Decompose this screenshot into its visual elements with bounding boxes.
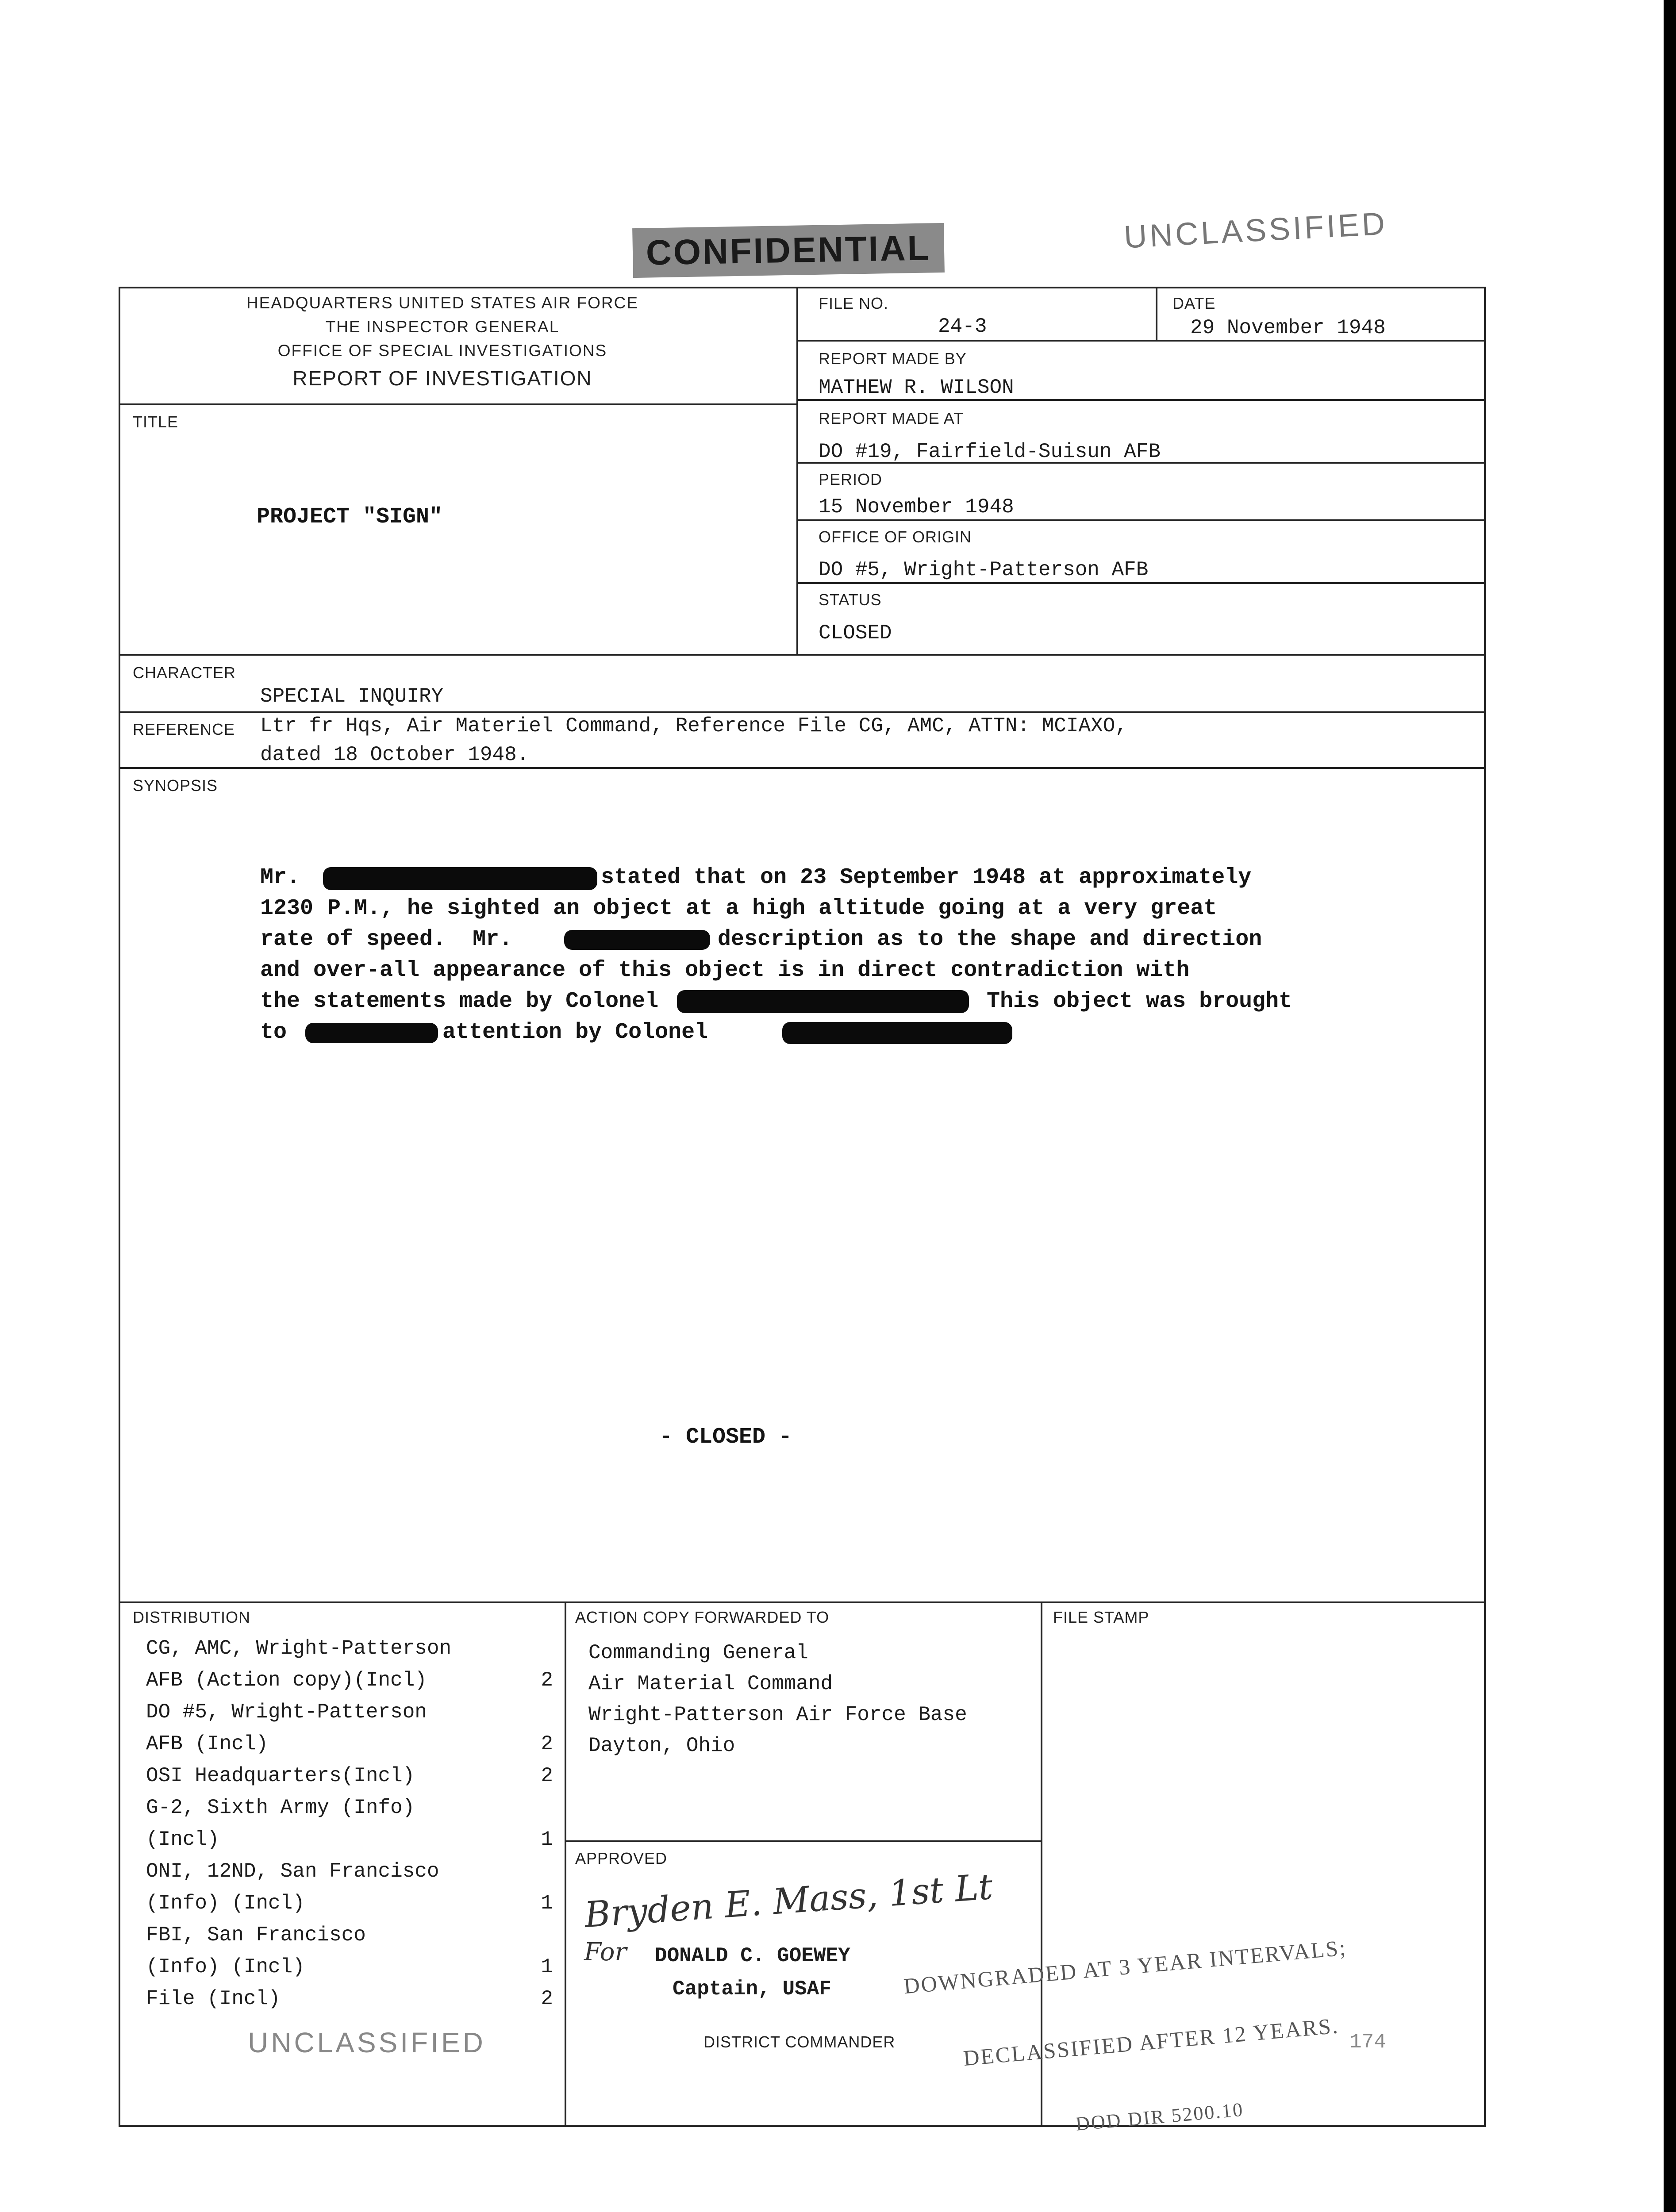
header-osi: OFFICE OF SPECIAL INVESTIGATIONS — [277, 342, 607, 360]
distribution-line: (Incl) 1 — [146, 1828, 553, 1851]
rule-character-bottom — [119, 711, 1486, 713]
classification-stamp — [632, 223, 944, 278]
distribution-line: File (Incl) 2 — [146, 1987, 553, 2010]
header-report: REPORT OF INVESTIGATION — [292, 367, 592, 390]
synopsis-line-1b: stated that on 23 September 1948 at approximately — [601, 865, 1252, 890]
action-copy-label: ACTION COPY FORWARDED TO — [575, 1608, 830, 1626]
district-commander-label: DISTRICT COMMANDER — [703, 2033, 896, 2051]
action-copy-line-1: Commanding General — [588, 1641, 808, 1664]
signature-for: For — [584, 1938, 627, 1966]
character-label: CHARACTER — [133, 664, 236, 682]
date-label: DATE — [1172, 294, 1216, 312]
status-label: STATUS — [819, 591, 882, 609]
rule-file-no — [796, 340, 1486, 342]
synopsis-line-6b: attention by Colonel — [442, 1020, 708, 1045]
rule-reference-bottom — [119, 767, 1486, 769]
downgrade-stamp — [898, 1883, 1363, 2174]
redaction — [677, 990, 969, 1013]
downgrade-line-2: DECLASSIFIED AFTER 12 YEARS. — [962, 2013, 1340, 2071]
reference-line-2: dated 18 October 1948. — [260, 743, 529, 766]
synopsis-line-3b: description as to the shape and direction — [718, 927, 1262, 952]
reference-label: REFERENCE — [133, 720, 235, 738]
classification-stamp-text: CONFIDENTIAL — [646, 228, 931, 273]
rule-period — [796, 519, 1486, 521]
signature: Bryden E. Mass, 1st Lt — [583, 1866, 994, 1936]
distribution-label: DISTRIBUTION — [133, 1608, 251, 1626]
redaction — [782, 1022, 1012, 1044]
bottom-unclassified-stamp: UNCLASSIFIED — [248, 2027, 486, 2058]
file-stamp-label: FILE STAMP — [1053, 1608, 1149, 1626]
page-number: 174 — [1349, 2031, 1386, 2054]
character-value: SPECIAL INQUIRY — [260, 685, 444, 708]
date-divider — [1156, 287, 1157, 341]
title-value: PROJECT "SIGN" — [257, 504, 443, 530]
approved-label: APPROVED — [575, 1849, 668, 1867]
office-of-origin-label: OFFICE OF ORIGIN — [819, 528, 972, 546]
file-no-value: 24-3 — [938, 315, 987, 338]
unclassified-stamp: UNCLASSIFIED — [1123, 206, 1388, 255]
distribution-line: CG, AMC, Wright-Patterson — [146, 1637, 452, 1660]
approver-name: DONALD C. GOEWEY — [655, 1944, 850, 1967]
action-copy-line-3: Wright-Patterson Air Force Base — [588, 1703, 967, 1726]
distribution-line: FBI, San Francisco — [146, 1924, 366, 1947]
distribution-line: G-2, Sixth Army (Info) — [146, 1796, 415, 1819]
redaction — [323, 867, 597, 890]
title-label: TITLE — [133, 413, 179, 431]
downgrade-line-1: DOWNGRADED AT 3 YEAR INTERVALS; — [903, 1935, 1348, 1999]
synopsis-line-6a: to — [260, 1020, 287, 1045]
reference-line-1: Ltr fr Hqs, Air Materiel Command, Reference File CG, AMC, ATTN: MCIAXO, — [260, 714, 1127, 737]
synopsis-line-1a: Mr. — [260, 865, 300, 890]
header-ig: THE INSPECTOR GENERAL — [325, 318, 560, 336]
report-made-at-label: REPORT MADE AT — [819, 409, 964, 427]
office-of-origin-value: DO #5, Wright-Patterson AFB — [819, 558, 1149, 581]
synopsis-line-2a: 1230 — [260, 896, 314, 921]
header-hq: HEADQUARTERS UNITED STATES AIR FORCE — [246, 294, 639, 312]
distribution-line: AFB (Action copy)(Incl) 2 — [146, 1669, 553, 1692]
action-copy-line-2: Air Material Command — [588, 1672, 833, 1695]
redaction — [564, 930, 710, 950]
date-value: 29 November 1948 — [1190, 316, 1386, 339]
header-divider — [796, 287, 798, 654]
distribution-line: DO #5, Wright-Patterson — [146, 1701, 427, 1724]
synopsis-line-2b: P.M., he sighted an object at a high altitude going at a very great — [327, 896, 1217, 921]
distribution-divider — [565, 1601, 566, 2127]
rule-synopsis-bottom — [119, 1601, 1486, 1603]
closed-notice: - CLOSED - — [659, 1425, 792, 1450]
period-label: PERIOD — [819, 470, 883, 488]
file-no-label: FILE NO. — [819, 294, 889, 312]
synopsis-line-4: and over-all appearance of this object is in direct contradiction with — [260, 958, 1190, 983]
rule-header-bottom — [119, 403, 798, 405]
distribution-line: (Info) (Incl) 1 — [146, 1955, 553, 1978]
action-copy-line-4: Dayton, Ohio — [588, 1734, 735, 1757]
status-value: CLOSED — [819, 622, 892, 645]
rule-approved — [565, 1840, 1042, 1842]
distribution-line: ONI, 12ND, San Francisco — [146, 1860, 439, 1883]
distribution-line: OSI Headquarters(Incl) 2 — [146, 1764, 553, 1787]
report-made-by-value: MATHEW R. WILSON — [819, 376, 1014, 399]
approver-rank: Captain, USAF — [673, 1978, 831, 2001]
report-made-at-value: DO #19, Fairfield-Suisun AFB — [819, 440, 1161, 463]
distribution-line: AFB (Incl) 2 — [146, 1732, 553, 1755]
synopsis-label: SYNOPSIS — [133, 776, 218, 795]
synopsis-line-5a: the statements made by Colonel — [260, 989, 659, 1014]
report-made-by-label: REPORT MADE BY — [819, 349, 967, 368]
form-header — [133, 294, 752, 390]
downgrade-line-3: DOD DIR 5200.10 — [1075, 2098, 1245, 2135]
synopsis-line-3: rate of speed. Mr. — [260, 927, 513, 952]
distribution-line: (Info) (Incl) 1 — [146, 1892, 553, 1915]
period-value: 15 November 1948 — [819, 495, 1014, 518]
redaction — [305, 1023, 438, 1043]
rule-origin — [796, 582, 1486, 584]
synopsis-line-5b: This object was brought — [987, 989, 1292, 1014]
rule-report-by — [796, 399, 1486, 401]
distribution-list — [146, 1637, 553, 2019]
rule-title-bottom — [119, 654, 1486, 656]
